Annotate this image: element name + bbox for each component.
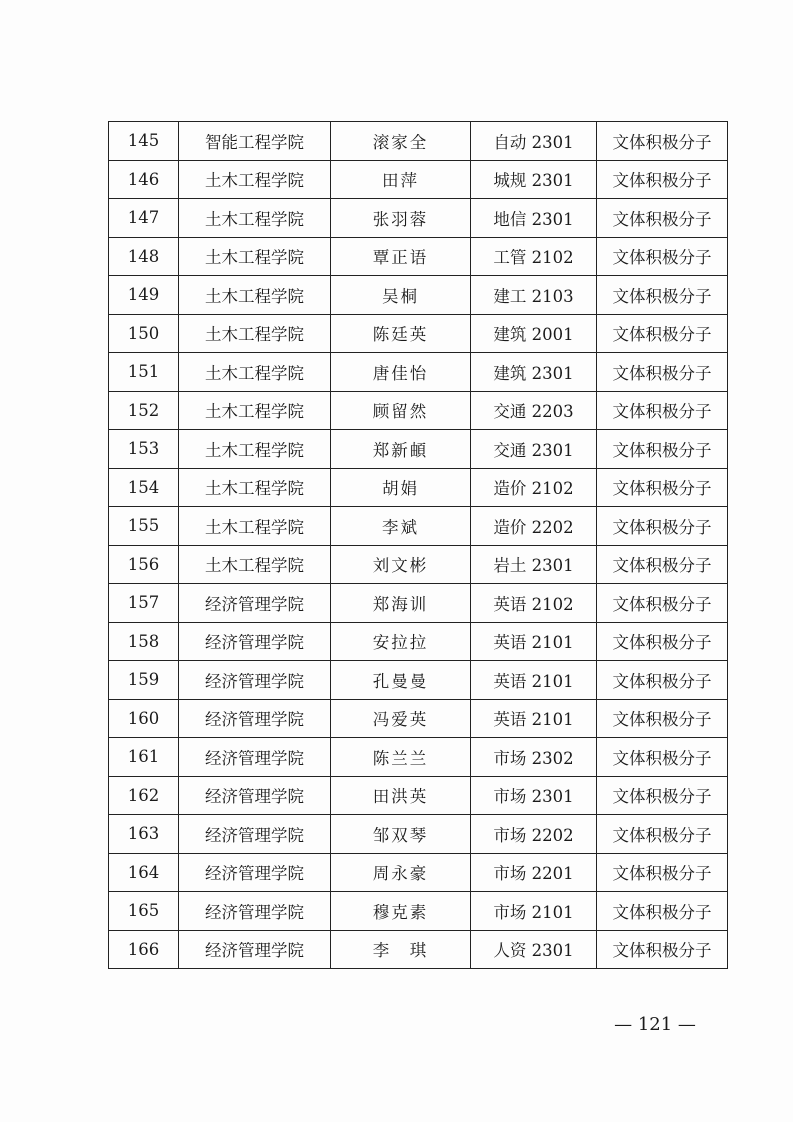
college-cell: 土木工程学院: [179, 199, 331, 238]
row-number-cell: 145: [109, 122, 179, 161]
student-name-cell: 田萍: [331, 160, 471, 199]
college-cell: 土木工程学院: [179, 430, 331, 469]
class-cell: 英语 2101: [471, 699, 597, 738]
row-number-cell: 156: [109, 545, 179, 584]
student-name-cell: 孔曼曼: [331, 661, 471, 700]
student-name-cell: 穆克素: [331, 892, 471, 931]
row-number-cell: 157: [109, 584, 179, 623]
table-row: [109, 699, 728, 738]
row-number-cell: 147: [109, 199, 179, 238]
row-number-cell: 162: [109, 776, 179, 815]
row-number-cell: 146: [109, 160, 179, 199]
student-name-cell: 吴桐: [331, 276, 471, 315]
class-cell: 城规 2301: [471, 160, 597, 199]
award-cell: 文体积极分子: [597, 314, 728, 353]
college-cell: 土木工程学院: [179, 314, 331, 353]
row-number-cell: 153: [109, 430, 179, 469]
table-row: [109, 160, 728, 199]
student-name-cell: 滚家全: [331, 122, 471, 161]
roster-body: [109, 122, 728, 969]
college-cell: 土木工程学院: [179, 391, 331, 430]
award-cell: 文体积极分子: [597, 276, 728, 315]
award-cell: 文体积极分子: [597, 815, 728, 854]
row-number-cell: 152: [109, 391, 179, 430]
college-cell: 经济管理学院: [179, 738, 331, 777]
college-cell: 经济管理学院: [179, 584, 331, 623]
class-cell: 建工 2103: [471, 276, 597, 315]
award-cell: 文体积极分子: [597, 699, 728, 738]
table-row: [109, 122, 728, 161]
award-roster-table: [108, 121, 728, 969]
award-cell: 文体积极分子: [597, 661, 728, 700]
college-cell: 土木工程学院: [179, 237, 331, 276]
row-number-cell: 166: [109, 930, 179, 969]
row-number-cell: 151: [109, 353, 179, 392]
row-number-cell: 165: [109, 892, 179, 931]
table-row: [109, 276, 728, 315]
table-row: [109, 507, 728, 546]
table-row: [109, 738, 728, 777]
table-row: [109, 353, 728, 392]
student-name-cell: 陈廷英: [331, 314, 471, 353]
table-row: [109, 584, 728, 623]
table-row: [109, 815, 728, 854]
class-cell: 市场 2302: [471, 738, 597, 777]
college-cell: 经济管理学院: [179, 853, 331, 892]
student-name-cell: 冯爱英: [331, 699, 471, 738]
student-name-cell: 唐佳怡: [331, 353, 471, 392]
college-cell: 土木工程学院: [179, 353, 331, 392]
college-cell: 智能工程学院: [179, 122, 331, 161]
table-row: [109, 776, 728, 815]
class-cell: 市场 2101: [471, 892, 597, 931]
college-cell: 经济管理学院: [179, 622, 331, 661]
table-row: [109, 853, 728, 892]
student-name-cell: 顾留然: [331, 391, 471, 430]
college-cell: 土木工程学院: [179, 468, 331, 507]
student-name-cell: 周永豪: [331, 853, 471, 892]
class-cell: 英语 2101: [471, 661, 597, 700]
row-number-cell: 155: [109, 507, 179, 546]
table-row: [109, 622, 728, 661]
class-cell: 市场 2301: [471, 776, 597, 815]
award-cell: 文体积极分子: [597, 353, 728, 392]
row-number-cell: 154: [109, 468, 179, 507]
class-cell: 岩土 2301: [471, 545, 597, 584]
class-cell: 地信 2301: [471, 199, 597, 238]
college-cell: 经济管理学院: [179, 699, 331, 738]
row-number-cell: 160: [109, 699, 179, 738]
row-number-cell: 148: [109, 237, 179, 276]
table-row: [109, 930, 728, 969]
class-cell: 自动 2301: [471, 122, 597, 161]
college-cell: 土木工程学院: [179, 160, 331, 199]
class-cell: 建筑 2301: [471, 353, 597, 392]
student-name-cell: 邹双琴: [331, 815, 471, 854]
table-row: [109, 391, 728, 430]
student-name-cell: 胡娟: [331, 468, 471, 507]
table-row: [109, 314, 728, 353]
table-row: [109, 430, 728, 469]
row-number-cell: 159: [109, 661, 179, 700]
row-number-cell: 158: [109, 622, 179, 661]
student-name-cell: 刘文彬: [331, 545, 471, 584]
class-cell: 交通 2203: [471, 391, 597, 430]
award-cell: 文体积极分子: [597, 237, 728, 276]
award-cell: 文体积极分子: [597, 199, 728, 238]
award-cell: 文体积极分子: [597, 122, 728, 161]
class-cell: 市场 2202: [471, 815, 597, 854]
college-cell: 土木工程学院: [179, 276, 331, 315]
college-cell: 经济管理学院: [179, 776, 331, 815]
row-number-cell: 163: [109, 815, 179, 854]
award-cell: 文体积极分子: [597, 584, 728, 623]
row-number-cell: 161: [109, 738, 179, 777]
award-cell: 文体积极分子: [597, 776, 728, 815]
college-cell: 经济管理学院: [179, 661, 331, 700]
award-cell: 文体积极分子: [597, 545, 728, 584]
row-number-cell: 164: [109, 853, 179, 892]
college-cell: 经济管理学院: [179, 815, 331, 854]
row-number-cell: 150: [109, 314, 179, 353]
award-cell: 文体积极分子: [597, 507, 728, 546]
page-number: — 121 —: [614, 1014, 696, 1035]
row-number-cell: 149: [109, 276, 179, 315]
class-cell: 英语 2101: [471, 622, 597, 661]
table-row: [109, 892, 728, 931]
table-row: [109, 661, 728, 700]
award-cell: 文体积极分子: [597, 853, 728, 892]
award-cell: 文体积极分子: [597, 430, 728, 469]
student-name-cell: 张羽蓉: [331, 199, 471, 238]
student-name-cell: 李斌: [331, 507, 471, 546]
table-row: [109, 545, 728, 584]
class-cell: 建筑 2001: [471, 314, 597, 353]
student-name-cell: 郑海训: [331, 584, 471, 623]
college-cell: 土木工程学院: [179, 507, 331, 546]
award-cell: 文体积极分子: [597, 892, 728, 931]
student-name-cell: 安拉拉: [331, 622, 471, 661]
class-cell: 工管 2102: [471, 237, 597, 276]
student-name-cell: 覃正语: [331, 237, 471, 276]
class-cell: 市场 2201: [471, 853, 597, 892]
student-name-cell: 李 琪: [331, 930, 471, 969]
class-cell: 交通 2301: [471, 430, 597, 469]
student-name-cell: 郑新頔: [331, 430, 471, 469]
award-cell: 文体积极分子: [597, 468, 728, 507]
college-cell: 土木工程学院: [179, 545, 331, 584]
student-name-cell: 田洪英: [331, 776, 471, 815]
table-row: [109, 199, 728, 238]
table-row: [109, 468, 728, 507]
award-cell: 文体积极分子: [597, 622, 728, 661]
college-cell: 经济管理学院: [179, 892, 331, 931]
award-cell: 文体积极分子: [597, 930, 728, 969]
table-row: [109, 237, 728, 276]
college-cell: 经济管理学院: [179, 930, 331, 969]
class-cell: 人资 2301: [471, 930, 597, 969]
award-cell: 文体积极分子: [597, 160, 728, 199]
class-cell: 造价 2102: [471, 468, 597, 507]
award-cell: 文体积极分子: [597, 391, 728, 430]
student-name-cell: 陈兰兰: [331, 738, 471, 777]
class-cell: 英语 2102: [471, 584, 597, 623]
award-cell: 文体积极分子: [597, 738, 728, 777]
class-cell: 造价 2202: [471, 507, 597, 546]
